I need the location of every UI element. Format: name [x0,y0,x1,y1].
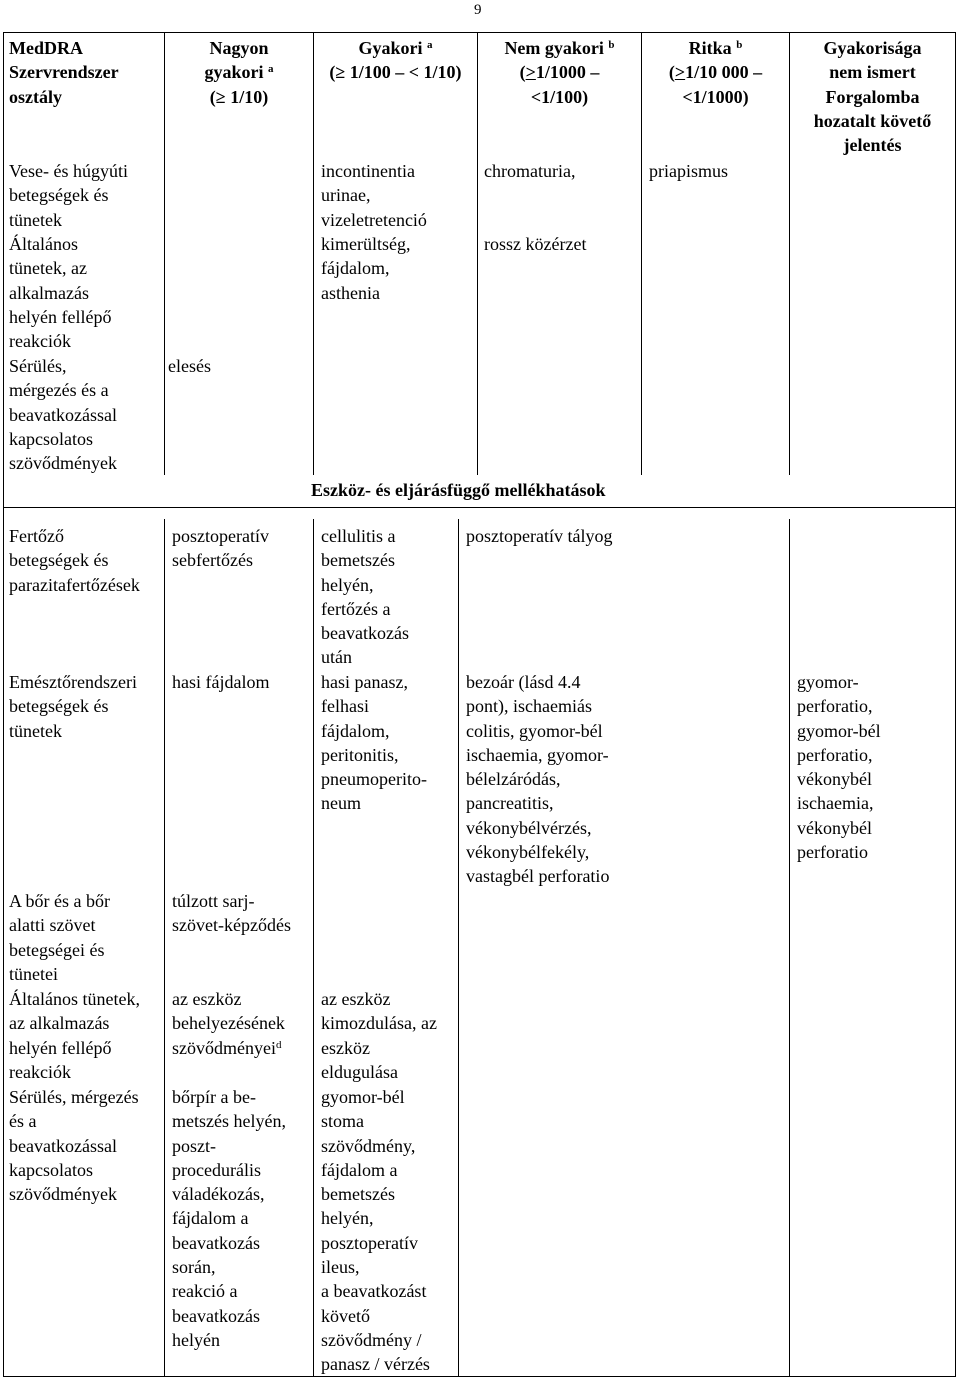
infections-uncommon: posztoperatív tályog [466,526,613,546]
header-uncommon: Nem gyakori $^b$ (>1/1000 – <1/100) [504,38,615,107]
general-device-very-common: az eszköz behelyezésének szövődményei$^d$ [172,989,285,1058]
renal-rare: priapismus [649,161,728,181]
renal-uncommon: chromaturia, [484,161,576,181]
injury-device-very-common: bőrpír a be- metszés helyén, poszt- procedurális váladékozás, fájdalom a beavatkozás során, reakció a beavatkozás helyén [172,1087,286,1350]
organ-infections: Fertőző betegségek és parazitafertőzések [9,526,140,595]
page-number: 9 [474,2,482,18]
infections-common: cellulitis a bemetszés helyén, fertőzés a beavatkozás után [321,526,409,668]
gastro-common: hasi panasz, felhasi fájdalom, peritonitis, pneumoperito- neum [321,672,427,814]
organ-injury-device: Sérülés, mérgezés és a beavatkozással kapcsolatos szövődmények [9,1087,139,1205]
organ-gastro: Emésztőrendszeri betegségek és tünetek [9,672,137,741]
gastro-uncommon: bezoár (lásd 4.4 pont), ischaemiás colitis, gyomor-bél ischaemia, gyomor- bélelzáródás, pancreatitis, vékonybélvérzés, vékonybélfekély, vastagbél perforatio [466,672,610,887]
general-uncommon: rossz közérzet [484,234,587,254]
organ-general: Általános tünetek, az alkalmazás helyén fellépő reakciók [9,234,112,352]
renal-common: incontinentia urinae, vizeletretenció [321,161,427,230]
general-device-common: az eszköz kimozdulása, az eszköz eldugulása [321,989,437,1082]
organ-renal: Vese- és húgyúti betegségek és tünetek [9,161,128,230]
gastro-very-common: hasi fájdalom [172,672,270,692]
infections-very-common: posztoperatív sebfertőzés [172,526,269,571]
header-organ-class: MedDRA Szervrendszer osztály [9,38,119,107]
header-rare: Ritka $^b$ (>1/10 000 – <1/1000) [668,38,763,107]
header-unknown: Gyakorisága nem ismert Forgalomba hozatalt követő jelentés [813,38,932,156]
organ-general-device: Általános tünetek, az alkalmazás helyén fellépő reakciók [9,989,140,1082]
injury-very-common: elesés [168,356,211,376]
gastro-unknown: gyomor- perforatio, gyomor-bél perforatio, vékonybél ischaemia, vékonybél perforatio [797,672,881,863]
organ-injury: Sérülés, mérgezés és a beavatkozással kapcsolatos szövődmények [9,356,117,474]
header-very-common: Nagyon gyakori $^a$ (≥ 1/10) [204,38,274,107]
organ-skin: A bőr és a bőr alatti szövet betegségei és tünetei [9,891,110,984]
section-banner: Eszköz- és eljárásfüggő mellékhatások [311,480,606,500]
injury-device-common: gyomor-bél stoma szövődmény, fájdalom a bemetszés helyén, posztoperatív ileus, a beavatkozást követő szövődmény / panasz / vérzés [321,1087,430,1375]
skin-very-common: túlzott sarj- szövet-képződés [172,891,291,936]
general-common: kimerültség, fájdalom, asthenia [321,234,411,303]
header-common: Gyakori $^a$ (≥ 1/100 – < 1/10) [329,38,462,83]
